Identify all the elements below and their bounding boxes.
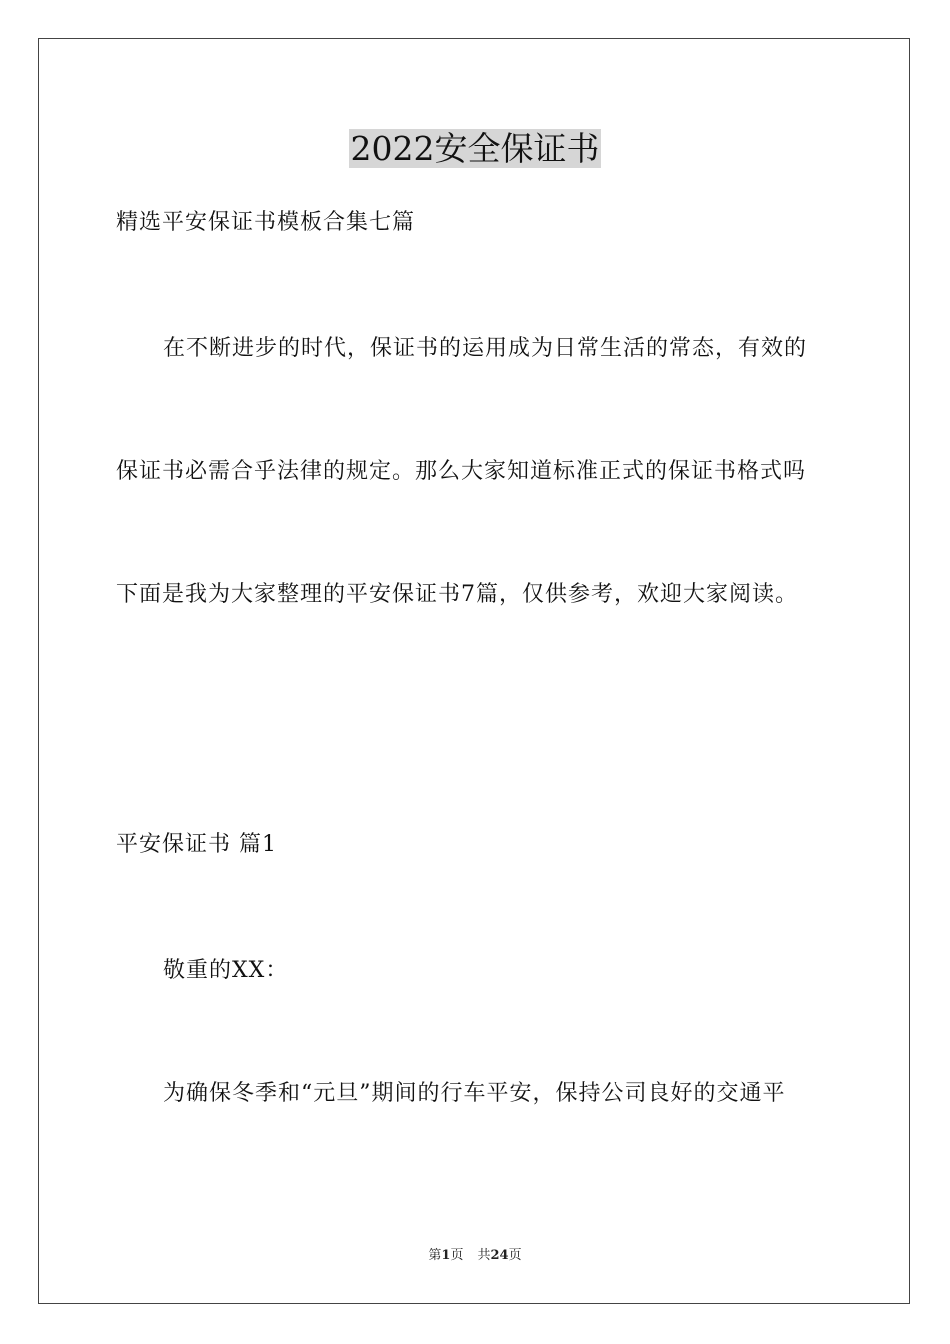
footer-page-prefix: 第 [428,1248,442,1263]
body-line-1: 为确保冬季和“元旦”期间的行车平安，保持公司良好的交通平 [163,1081,786,1106]
document-subtitle: 精选平安保证书模板合集七篇 [116,210,416,235]
document-title [0,128,950,170]
intro-line-1: 在不断进步的时代，保证书的运用成为日常生活的常态，有效的 [163,336,808,361]
salutation: 敬重的XX： [163,958,289,983]
section-heading: 平安保证书 篇1 [116,832,277,857]
page-footer [0,1247,950,1265]
intro-line-2: 保证书必需合乎法律的规定。那么大家知道标准正式的保证书格式吗 [116,459,807,484]
footer-total-pages: 24 [490,1248,509,1263]
intro-line-3: 下面是我为大家整理的平安保证书7篇，仅供参考，欢迎大家阅读。 [116,582,798,607]
footer-page-suffix: 页 [450,1248,464,1263]
document-title-text: 2022安全保证书 [350,129,600,168]
footer-total-suffix: 页 [508,1248,522,1263]
footer-page-number: 1 [441,1248,451,1263]
footer-total-prefix: 共 [477,1248,491,1263]
